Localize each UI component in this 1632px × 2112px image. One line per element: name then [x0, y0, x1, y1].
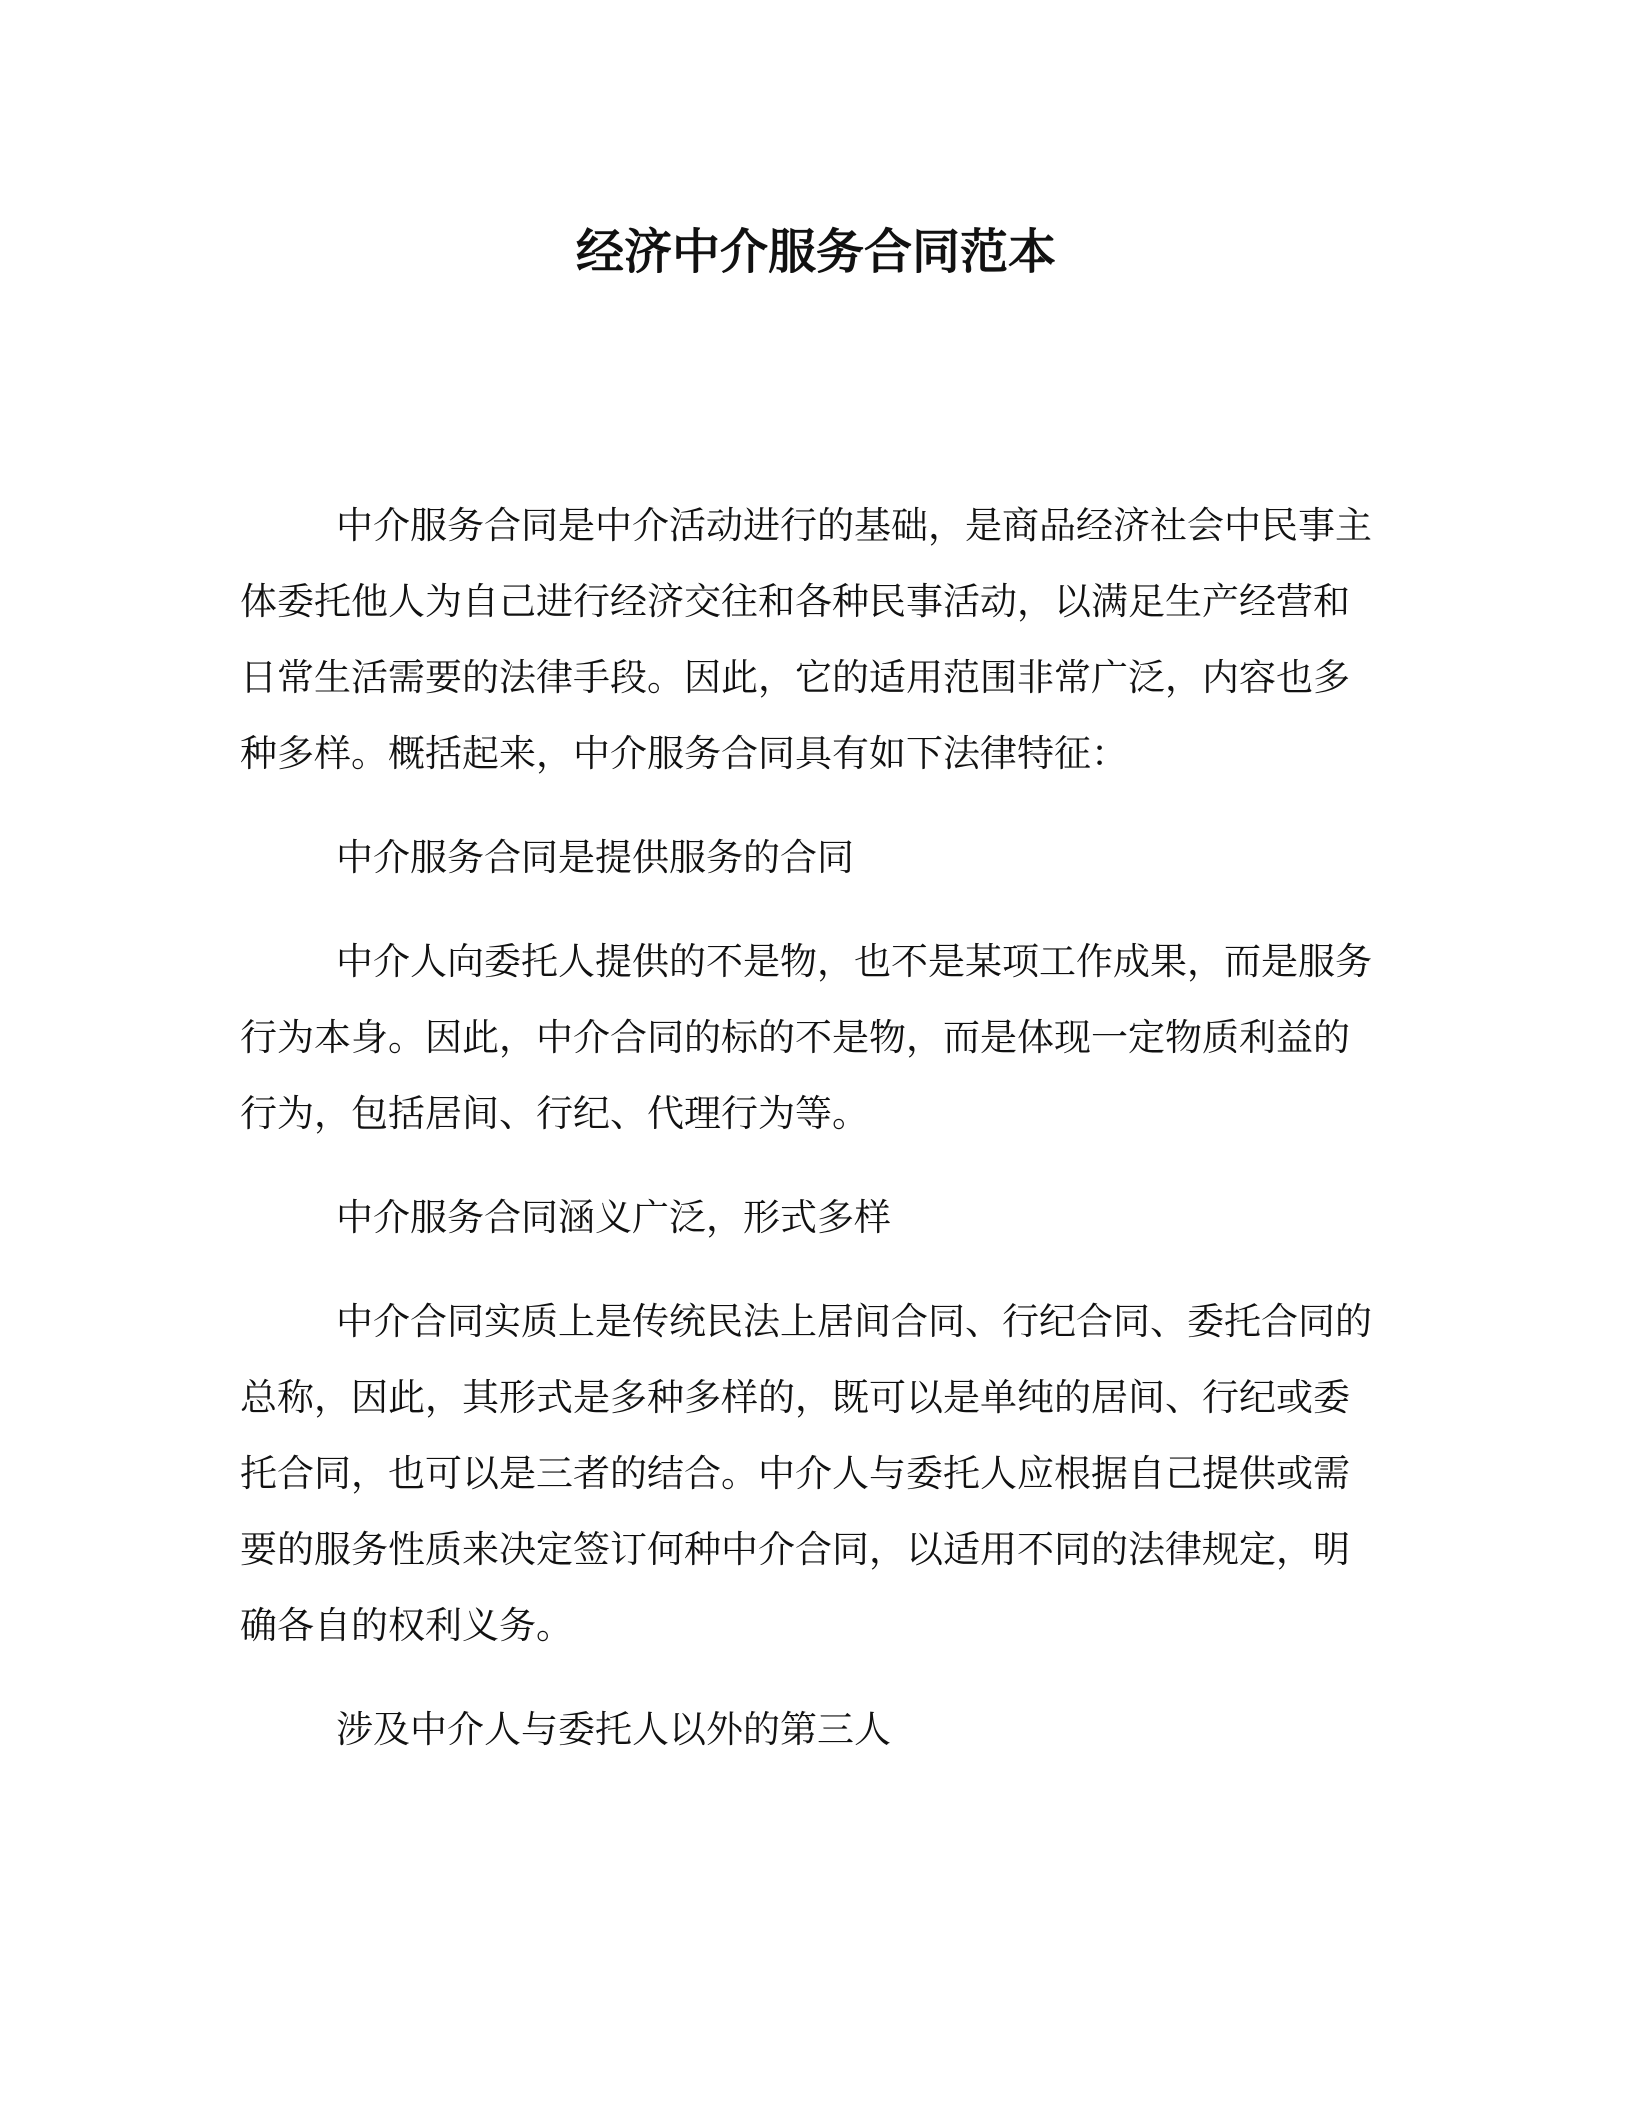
paragraph-spacer: [240, 792, 1376, 820]
paragraph-spacer: [240, 896, 1376, 924]
paragraph-spacer: [240, 1256, 1376, 1284]
paragraph-spacer: [240, 1152, 1376, 1180]
paragraph-spacer: [240, 1664, 1376, 1692]
section-heading-broad-meaning: 中介服务合同涵义广泛，形式多样: [336, 1196, 891, 1239]
section-heading-third-party: 涉及中介人与委托人以外的第三人: [336, 1708, 891, 1751]
paragraph-service-description: 中介人向委托人提供的不是物，也不是某项工作成果，而是服务行为本身。因此，中介合同的标的不是物，而是体现一定物质利益的行为，包括居间、行纪、代理行为等。: [240, 940, 1372, 1135]
document-title: 经济中介服务合同范本: [575, 224, 1056, 280]
document-body: [240, 488, 1376, 1768]
section-heading-service-contract: 中介服务合同是提供服务的合同: [336, 836, 854, 879]
paragraph-contract-forms: 中介合同实质上是传统民法上居间合同、行纪合同、委托合同的总称，因此，其形式是多种多样的，既可以是单纯的居间、行纪或委托合同，也可以是三者的结合。中介人与委托人应根据自己提供或需要的服务性质来决定签订何种中介合同，以适用不同的法律规定，明确各自的权利义务。: [240, 1300, 1372, 1647]
paragraph-intro: 中介服务合同是中介活动进行的基础，是商品经济社会中民事主体委托他人为自己进行经济交往和各种民事活动，以满足生产经营和日常生活需要的法律手段。因此，它的适用范围非常广泛，内容也多种多样。概括起来，中介服务合同具有如下法律特征：: [240, 504, 1372, 775]
